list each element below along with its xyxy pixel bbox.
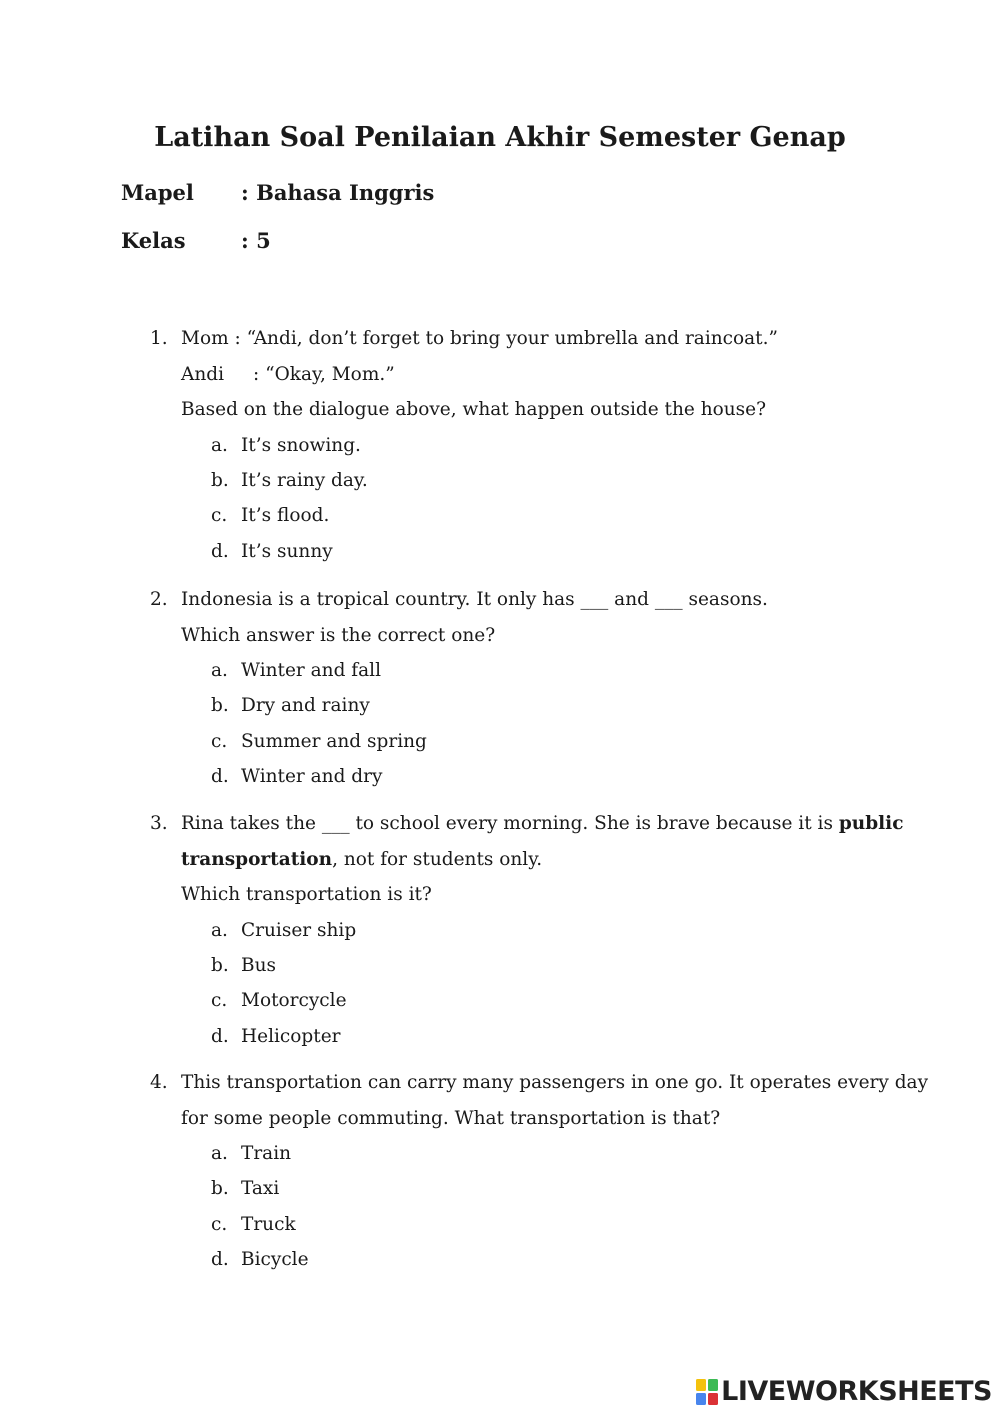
option-text: It’s rainy day. bbox=[241, 469, 368, 491]
question-1-dialog-andi bbox=[150, 357, 870, 393]
class-value: : 5 bbox=[241, 228, 271, 253]
option-2d[interactable] bbox=[150, 759, 870, 794]
option-letter: d. bbox=[211, 766, 229, 788]
dialog-line: : “Okay, Mom.” bbox=[253, 363, 395, 385]
option-letter: a. bbox=[211, 434, 228, 456]
question-3-line-2 bbox=[150, 842, 870, 878]
question-text: This transportation can carry many passengers in one go. It operates every day bbox=[181, 1072, 929, 1093]
question-number: 1. bbox=[150, 328, 168, 349]
option-letter: b. bbox=[211, 954, 229, 976]
liveworksheets-logo[interactable] bbox=[695, 1374, 992, 1410]
question-emphasis: public bbox=[838, 813, 904, 834]
subject-row bbox=[121, 178, 434, 208]
option-letter: b. bbox=[211, 469, 229, 491]
option-4d[interactable] bbox=[150, 1242, 870, 1277]
option-letter: b. bbox=[211, 1178, 229, 1200]
question-1 bbox=[150, 321, 870, 569]
question-3-line-1 bbox=[150, 806, 904, 842]
question-number: 2. bbox=[150, 589, 168, 610]
question-2-prompt: Which answer is the correct one? bbox=[181, 624, 496, 646]
option-text: Bus bbox=[241, 954, 277, 976]
class-row bbox=[121, 226, 271, 256]
question-3 bbox=[150, 806, 904, 1054]
question-text: Rina takes the ___ to school every morning. She is brave because it is bbox=[181, 813, 839, 834]
question-4-line-1 bbox=[150, 1065, 929, 1101]
question-2-text bbox=[150, 582, 870, 618]
class-label: Kelas bbox=[121, 228, 186, 253]
option-text: It’s sunny bbox=[241, 540, 333, 562]
question-text: , not for students only. bbox=[332, 848, 543, 870]
question-3-prompt: Which transportation is it? bbox=[181, 884, 432, 905]
option-letter: d. bbox=[211, 1249, 229, 1271]
page-title: Latihan Soal Penilaian Akhir Semester Genap bbox=[154, 122, 846, 153]
option-letter: c. bbox=[211, 990, 228, 1012]
option-letter: b. bbox=[211, 695, 229, 717]
option-text: Dry and rainy bbox=[241, 695, 370, 717]
question-emphasis: transportation bbox=[181, 848, 333, 870]
subject-label: Mapel bbox=[121, 180, 194, 205]
question-4-line-2: for some people commuting. What transportation is that? bbox=[181, 1107, 721, 1129]
logo-square-3 bbox=[696, 1393, 706, 1405]
logo-square-1 bbox=[696, 1379, 706, 1391]
option-4b[interactable] bbox=[150, 1171, 870, 1206]
option-text: It’s snowing. bbox=[241, 434, 361, 456]
option-letter: c. bbox=[211, 505, 228, 527]
option-letter: a. bbox=[211, 919, 228, 941]
option-2a[interactable] bbox=[150, 653, 870, 688]
dialog-speaker: Mom bbox=[181, 328, 229, 349]
question-number: 4. bbox=[150, 1072, 168, 1093]
question-4 bbox=[150, 1065, 929, 1278]
option-3a[interactable] bbox=[150, 913, 870, 948]
option-text: Summer and spring bbox=[241, 730, 427, 752]
dialog-line: : “Andi, don’t forget to bring your umbrella and raincoat.” bbox=[234, 328, 778, 349]
option-3d[interactable] bbox=[150, 1019, 870, 1054]
liveworksheets-logo-text: LIVEWORKSHEETS bbox=[721, 1376, 992, 1407]
option-text: Motorcycle bbox=[241, 990, 347, 1012]
option-letter: c. bbox=[211, 1213, 228, 1235]
question-1-dialog-mom bbox=[150, 321, 870, 357]
option-letter: d. bbox=[211, 1025, 229, 1047]
option-3b[interactable] bbox=[150, 948, 870, 983]
option-4c[interactable] bbox=[150, 1207, 870, 1242]
option-text: Train bbox=[241, 1143, 292, 1164]
option-text: Winter and dry bbox=[241, 766, 383, 788]
question-text: Indonesia is a tropical country. It only has ___ and ___ seasons. bbox=[181, 589, 768, 610]
option-letter: a. bbox=[211, 660, 228, 681]
dialog-speaker: Andi bbox=[181, 363, 225, 385]
option-text: Bicycle bbox=[241, 1249, 309, 1271]
option-2b[interactable] bbox=[150, 688, 870, 723]
option-text: It’s flood. bbox=[241, 505, 330, 527]
subject-value: : Bahasa Inggris bbox=[241, 180, 435, 205]
liveworksheets-logo-icon bbox=[695, 1378, 719, 1406]
option-letter: d. bbox=[211, 540, 229, 562]
option-1a[interactable] bbox=[150, 428, 870, 463]
option-text: Helicopter bbox=[241, 1025, 341, 1047]
option-4a[interactable] bbox=[150, 1136, 870, 1171]
option-text: Taxi bbox=[241, 1178, 280, 1200]
option-1b[interactable] bbox=[150, 463, 870, 498]
option-1d[interactable] bbox=[150, 534, 870, 569]
logo-square-2 bbox=[708, 1379, 718, 1391]
option-2c[interactable] bbox=[150, 724, 870, 759]
option-3c[interactable] bbox=[150, 983, 870, 1018]
question-number: 3. bbox=[150, 813, 168, 834]
option-letter: a. bbox=[211, 1143, 228, 1164]
option-1c[interactable] bbox=[150, 498, 870, 533]
option-letter: c. bbox=[211, 730, 228, 752]
option-text: Truck bbox=[241, 1213, 296, 1235]
option-text: Winter and fall bbox=[241, 660, 382, 681]
question-1-prompt: Based on the dialogue above, what happen outside the house? bbox=[181, 399, 767, 420]
logo-square-4 bbox=[708, 1393, 718, 1405]
option-text: Cruiser ship bbox=[241, 919, 357, 941]
question-2 bbox=[150, 582, 870, 795]
